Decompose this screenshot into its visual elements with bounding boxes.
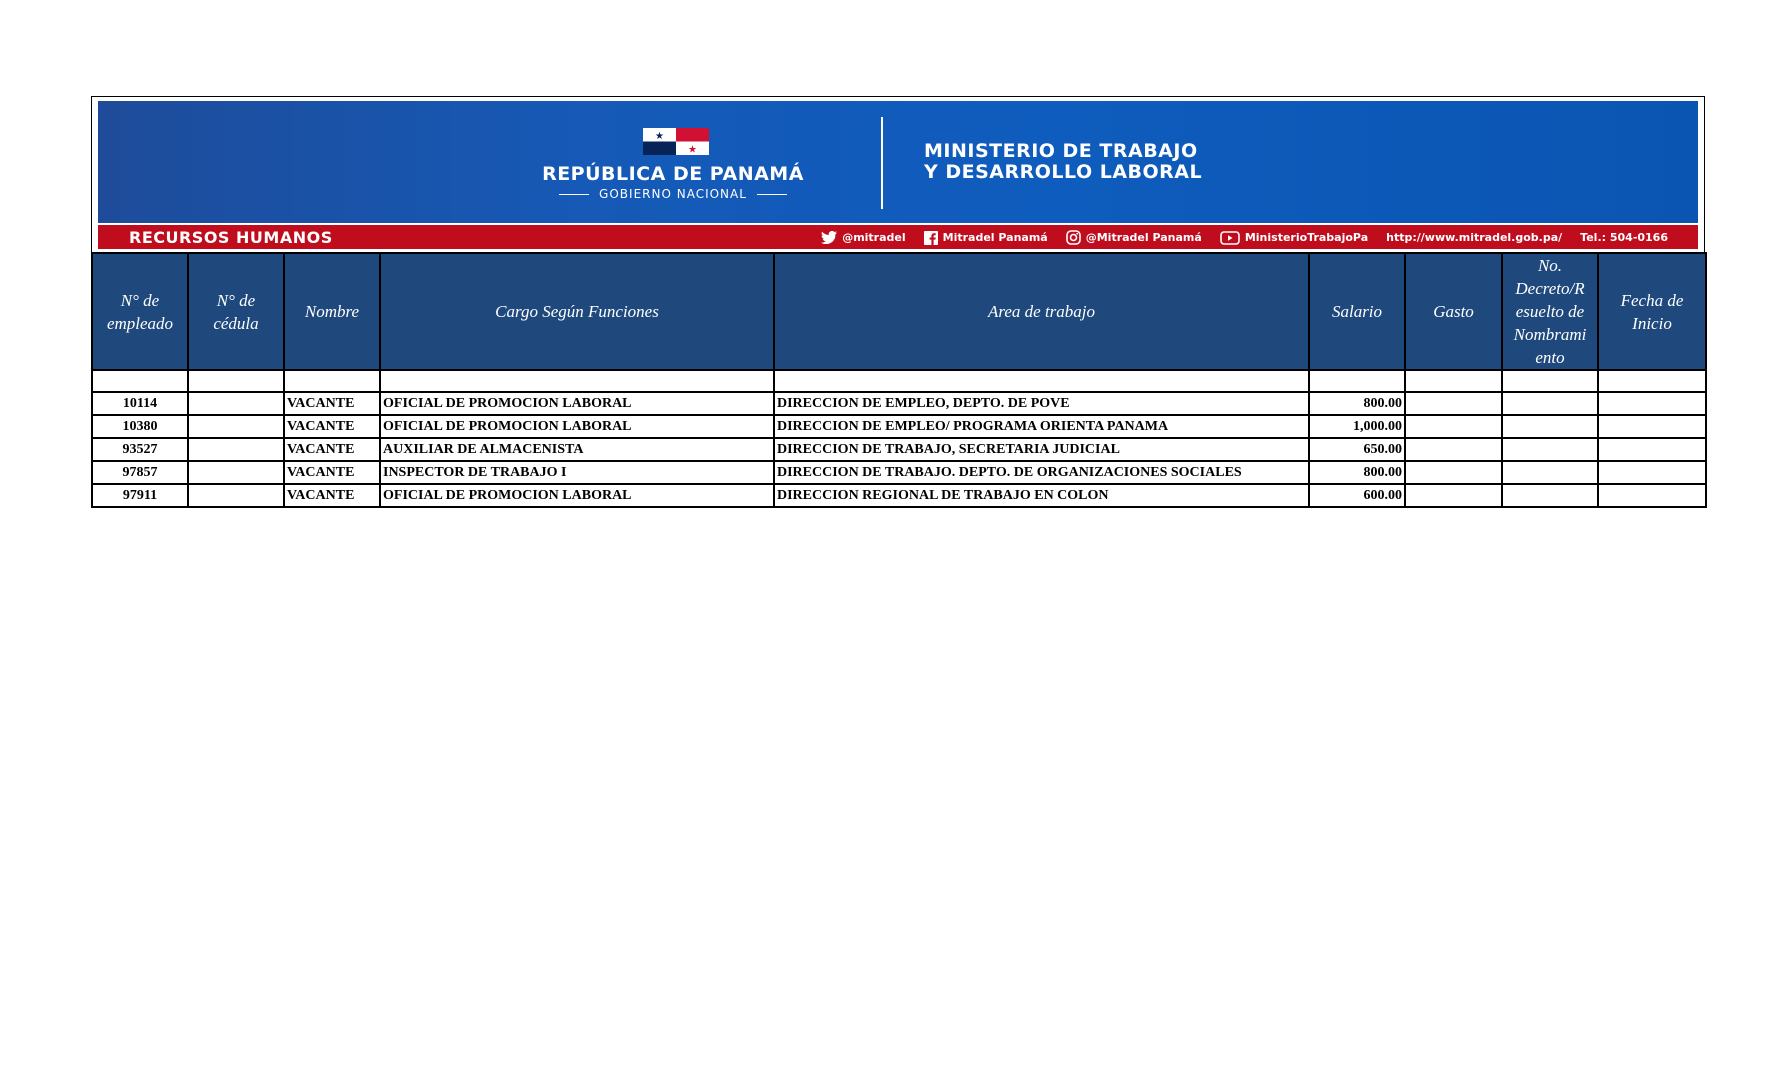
cell-fecha — [1598, 484, 1706, 507]
cell-gasto — [1405, 484, 1502, 507]
cell-fecha — [1598, 438, 1706, 461]
header-gasto: Gasto — [1405, 253, 1502, 370]
header-banner — [91, 96, 1705, 252]
cell-gasto — [1405, 438, 1502, 461]
vacancies-table — [91, 252, 1707, 508]
youtube-link[interactable] — [1220, 231, 1368, 245]
cell-decreto — [1502, 461, 1598, 484]
republic-title: REPÚBLICA DE PANAMÁ — [542, 163, 804, 185]
cell-area: DIRECCION REGIONAL DE TRABAJO EN COLON — [774, 484, 1309, 507]
cell-cargo: AUXILIAR DE ALMACENISTA — [380, 438, 774, 461]
cell-salario: 600.00 — [1309, 484, 1405, 507]
panama-flag-icon — [643, 128, 709, 155]
cell-cargo: OFICIAL DE PROMOCION LABORAL — [380, 484, 774, 507]
cell-cedula — [188, 438, 284, 461]
cell-cedula — [188, 392, 284, 415]
cell-fecha — [1598, 392, 1706, 415]
empty-cell — [92, 370, 188, 392]
header-empleado: N° de empleado — [92, 253, 188, 370]
empty-row — [92, 370, 1706, 392]
header-cargo: Cargo Según Funciones — [380, 253, 774, 370]
empty-cell — [380, 370, 774, 392]
empty-cell — [284, 370, 380, 392]
banner-divider — [881, 117, 883, 209]
cell-gasto — [1405, 392, 1502, 415]
cell-empleado: 97857 — [92, 461, 188, 484]
header-salario: Salario — [1309, 253, 1405, 370]
twitter-link[interactable] — [821, 231, 905, 244]
header-area: Area de trabajo — [774, 253, 1309, 370]
cell-empleado: 93527 — [92, 438, 188, 461]
cell-nombre: VACANTE — [284, 415, 380, 438]
empty-cell — [774, 370, 1309, 392]
department-title: RECURSOS HUMANOS — [129, 228, 333, 247]
table-row — [92, 484, 1706, 507]
cell-nombre: VACANTE — [284, 461, 380, 484]
cell-salario: 650.00 — [1309, 438, 1405, 461]
twitter-icon — [821, 231, 837, 244]
header-fecha: Fecha de Inicio — [1598, 253, 1706, 370]
cell-decreto — [1502, 392, 1598, 415]
header-nombre: Nombre — [284, 253, 380, 370]
empty-cell — [1502, 370, 1598, 392]
website-link[interactable]: http://www.mitradel.gob.pa/ — [1386, 231, 1563, 244]
government-subtitle — [528, 187, 818, 201]
cell-cargo: INSPECTOR DE TRABAJO I — [380, 461, 774, 484]
facebook-link[interactable] — [924, 231, 1048, 245]
table-row — [92, 438, 1706, 461]
cell-salario: 800.00 — [1309, 461, 1405, 484]
header-decreto: No. Decreto/R esuelto de Nombrami ento — [1502, 253, 1598, 370]
cell-area: DIRECCION DE TRABAJO. DEPTO. DE ORGANIZACIONES SOCIALES — [774, 461, 1309, 484]
facebook-icon — [924, 231, 938, 245]
ministry-line-2: Y DESARROLLO LABORAL — [924, 161, 1203, 183]
cell-cargo: OFICIAL DE PROMOCION LABORAL — [380, 392, 774, 415]
empty-cell — [1598, 370, 1706, 392]
cell-salario: 800.00 — [1309, 392, 1405, 415]
table-row — [92, 461, 1706, 484]
right-rule — [757, 194, 787, 195]
facebook-handle: Mitradel Panamá — [942, 231, 1048, 244]
cell-cedula — [188, 415, 284, 438]
left-rule — [559, 194, 589, 195]
instagram-handle: @Mitradel Panamá — [1085, 231, 1202, 244]
twitter-handle: @mitradel — [842, 231, 906, 244]
svg-text:★: ★ — [688, 144, 697, 155]
cell-empleado: 10114 — [92, 392, 188, 415]
cell-fecha — [1598, 415, 1706, 438]
cell-fecha — [1598, 461, 1706, 484]
cell-nombre: VACANTE — [284, 484, 380, 507]
document-sheet — [91, 96, 1705, 508]
cell-gasto — [1405, 461, 1502, 484]
cell-area: DIRECCION DE TRABAJO, SECRETARIA JUDICIAL — [774, 438, 1309, 461]
empty-cell — [1309, 370, 1405, 392]
cell-salario: 1,000.00 — [1309, 415, 1405, 438]
cell-decreto — [1502, 438, 1598, 461]
empty-cell — [1405, 370, 1502, 392]
banner-blue-band — [98, 101, 1698, 223]
youtube-icon — [1220, 231, 1240, 245]
cell-area: DIRECCION DE EMPLEO/ PROGRAMA ORIENTA PANAMA — [774, 415, 1309, 438]
cell-cedula — [188, 484, 284, 507]
instagram-link[interactable] — [1066, 230, 1202, 245]
phone-number: Tel.: 504-0166 — [1580, 231, 1668, 244]
cell-area: DIRECCION DE EMPLEO, DEPTO. DE POVE — [774, 392, 1309, 415]
cell-cargo: OFICIAL DE PROMOCION LABORAL — [380, 415, 774, 438]
youtube-handle: MinisterioTrabajoPa — [1244, 231, 1369, 244]
table-header-row — [92, 253, 1706, 370]
empty-cell — [188, 370, 284, 392]
banner-red-band — [98, 225, 1698, 249]
svg-text:★: ★ — [655, 131, 664, 142]
instagram-icon — [1066, 230, 1081, 245]
ministry-title — [924, 141, 1202, 183]
cell-empleado: 10380 — [92, 415, 188, 438]
table-row — [92, 415, 1706, 438]
cell-decreto — [1502, 484, 1598, 507]
government-label: GOBIERNO NACIONAL — [599, 187, 747, 201]
cell-cedula — [188, 461, 284, 484]
cell-decreto — [1502, 415, 1598, 438]
social-links — [821, 230, 1668, 245]
cell-nombre: VACANTE — [284, 392, 380, 415]
cell-gasto — [1405, 415, 1502, 438]
cell-empleado: 97911 — [92, 484, 188, 507]
ministry-line-1: MINISTERIO DE TRABAJO — [924, 140, 1198, 162]
header-cedula: N° de cédula — [188, 253, 284, 370]
table-row — [92, 392, 1706, 415]
cell-nombre: VACANTE — [284, 438, 380, 461]
